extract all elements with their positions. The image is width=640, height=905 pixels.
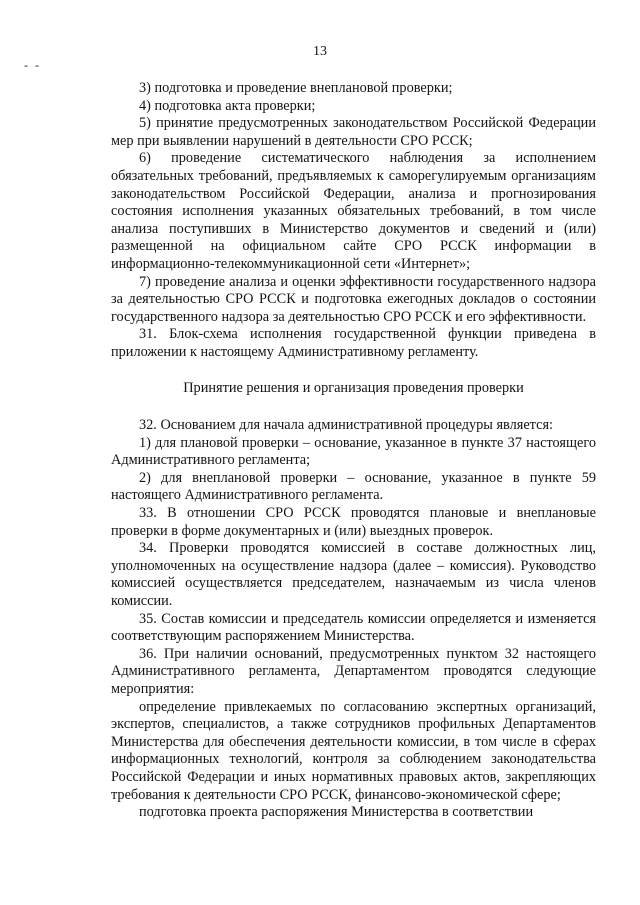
- paragraph-item-5: 5) принятие предусмотренных законодательством Российской Федерации мер при выявлении нарушений в деятельности СРО РССК;: [111, 115, 596, 149]
- paragraph-group-bottom: [111, 417, 596, 822]
- document-body: [111, 80, 596, 822]
- paragraph-item-3: 3) подготовка и проведение внеплановой проверки;: [139, 80, 453, 96]
- paragraph-item-4: 4) подготовка акта проверки;: [139, 97, 316, 114]
- paragraph-p-36: 36. При наличии оснований, предусмотренных пунктом 32 настоящего Административного регламента, Департаментом проводятся следующие мероприятия:: [111, 645, 596, 697]
- section-heading: Принятие решения и организация проведения проверки: [183, 379, 524, 396]
- paragraph-p-34: 34. Проверки проводятся комиссией в составе должностных лиц, уполномоченных на осуществление надзора (далее – комиссия). Руководство комиссией осуществляется председателем, назначаемым из числа членов комиссии.: [111, 540, 596, 610]
- paragraph-p-32-1: 1) для плановой проверки – основание, указанное в пункте 37 настоящего Административного регламента;: [111, 434, 596, 469]
- paragraph-p-32: 32. Основанием для начала административной процедуры является:: [139, 417, 553, 434]
- scan-mark: - -: [24, 58, 41, 72]
- paragraph-p-36-b: подготовка проекта распоряжения Министерства в соответствии: [139, 804, 534, 821]
- paragraph-p-31: 31. Блок-схема исполнения государственной функции приведена в приложении к настоящему Административному регламенту.: [111, 326, 596, 360]
- paragraph-p-35: 35. Состав комиссии и председатель комиссии определяется и изменяется соответствующим распоряжением Министерства.: [111, 610, 596, 645]
- paragraph-p-32-2: 2) для внеплановой проверки – основание, указанное в пункте 59 настоящего Административного регламента.: [111, 469, 596, 504]
- page-number: 13: [313, 44, 327, 59]
- paragraph-p-36-a: определение привлекаемых по согласованию экспертных организаций, экспертов, специалистов, а также сотрудников профильных Департаментов Министерства для обеспечения деятельности комиссии, в том числе в сферах информационных технологий, контроля за соблюдением законодательства Российской Федерации и иных нормативных правовых актов, закрепляющих требования к деятельности СРО РССК, финансово-экономической сфере;: [111, 698, 596, 803]
- paragraph-group-top: [111, 80, 596, 362]
- paragraph-item-6: 6) проведение систематического наблюдения за исполнением обязательных требований, предъявляемых к саморегулируемым организациям законодательством Российской Федерации, анализа и прогнозирования состояния исполнения указанных обязательных требований, в том числе анализа поступивших в Министерство документов и сведений и (или) размещенной на официальном сайте СРО РССК информации в информационно-телекоммуникационной сети «Интернет»;: [111, 150, 596, 272]
- paragraph-item-7: 7) проведение анализа и оценки эффективности государственного надзора за деятельностью СРО РССК и подготовка ежегодных докладов о состоянии государственного надзора за деятельностью СРО РССК и его эффективности.: [111, 273, 596, 325]
- paragraph-p-33: 33. В отношении СРО РССК проводятся плановые и внеплановые проверки в форме документарных и (или) выездных проверок.: [111, 505, 596, 539]
